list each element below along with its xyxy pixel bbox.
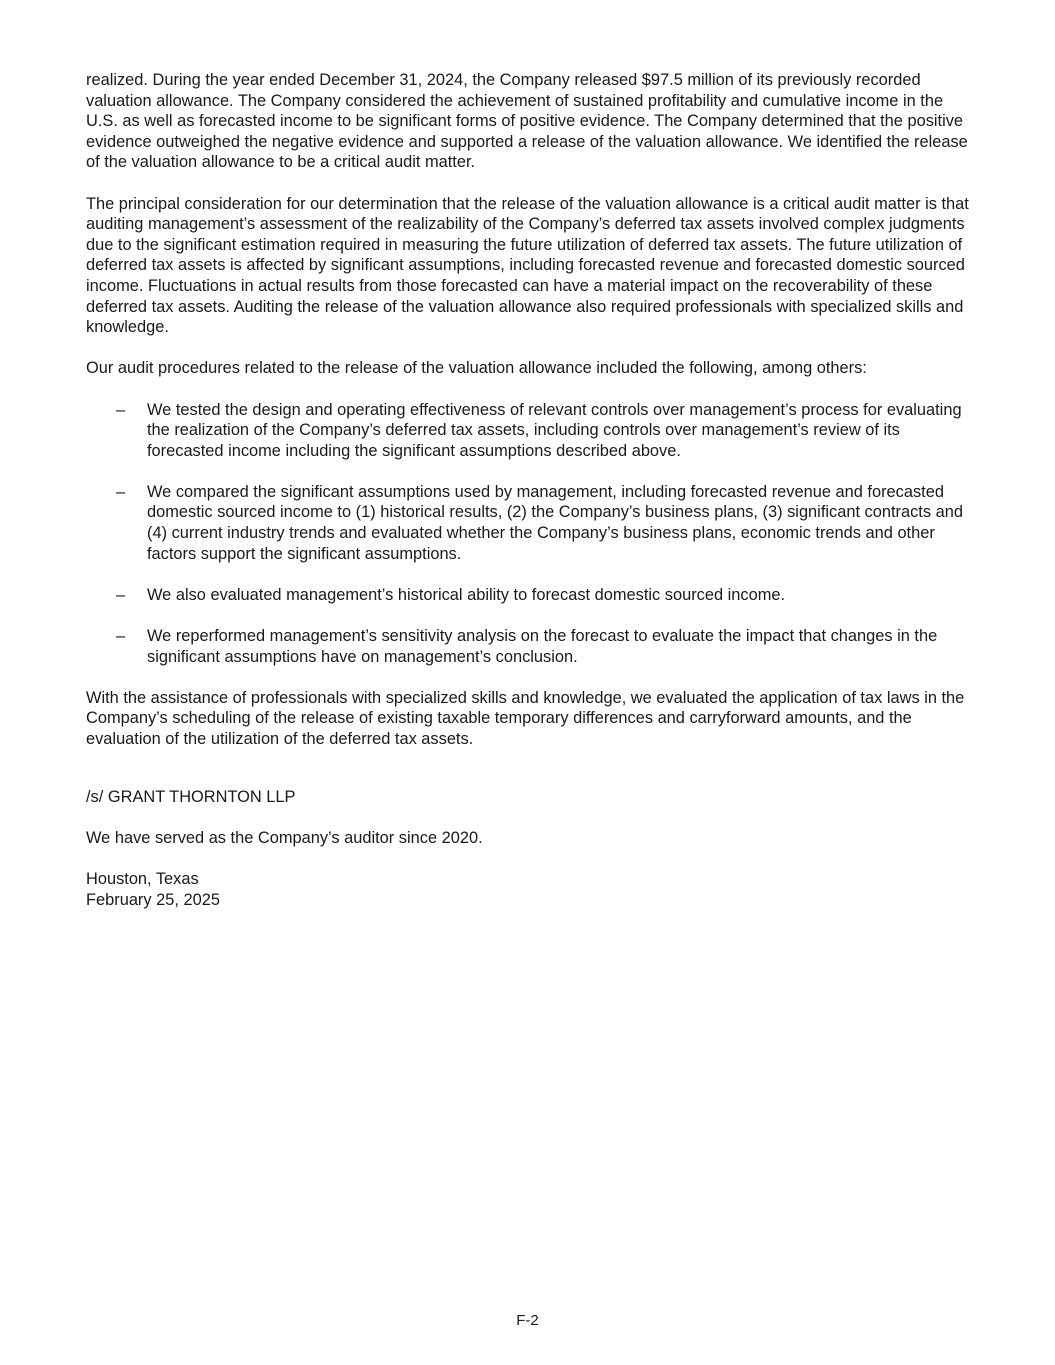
- page-number: F-2: [516, 1312, 539, 1329]
- list-item-text: We tested the design and operating effectiveness of relevant controls over management’s process for evaluating the realization of the Company’s deferred tax assets, including controls over management’s review of its forecasted income including the significant assumptions described above.: [147, 400, 962, 460]
- list-item-text: We reperformed management’s sensitivity analysis on the forecast to evaluate the impact that changes in the significant assumptions have on management’s conclusion.: [147, 627, 938, 666]
- list-item: [86, 585, 970, 606]
- paragraph-audit-procedures-intro: Our audit procedures related to the release of the valuation allowance included the following, among others:: [86, 359, 867, 378]
- list-item: [86, 626, 970, 667]
- report-location: Houston, Texas: [86, 869, 199, 888]
- paragraph-tax-law-evaluation: With the assistance of professionals with specialized skills and knowledge, we evaluated the application of tax laws in the Company’s scheduling of the release of existing taxable temporary differences and carryforward amounts, and the evaluation of the utilization of the deferred tax assets.: [86, 688, 965, 748]
- document-body: [86, 70, 970, 910]
- location-date-block: [86, 869, 970, 910]
- paragraph-valuation-allowance-release: realized. During the year ended December 31, 2024, the Company released $97.5 million of its previously recorded valuation allowance. The Company considered the achievement of sustained profitability and cumulative income in the U.S. as well as forecasted income to be significant forms of positive evidence. The Company determined that the positive evidence outweighed the negative evidence and supported a release of the valuation allowance. We identified the release of the valuation allowance to be a critical audit matter.: [86, 71, 968, 172]
- list-item-text: We also evaluated management’s historical ability to forecast domestic sourced income.: [147, 585, 786, 604]
- list-item-text: We compared the significant assumptions used by management, including forecasted revenue and forecasted domestic sourced income to (1) historical results, (2) the Company’s business plans, (3) significant contracts and (4) current industry trends and evaluated whether the Company’s business plans, economic trends and other factors support the significant assumptions.: [147, 482, 963, 563]
- report-date: February 25, 2025: [86, 890, 220, 909]
- auditor-since-statement: We have served as the Company’s auditor since 2020.: [86, 828, 483, 847]
- dash-bullet-icon: –: [116, 400, 126, 419]
- dash-bullet-icon: –: [116, 585, 126, 604]
- paragraph-principal-consideration: The principal consideration for our determination that the release of the valuation allowance is a critical audit matter is that auditing management’s assessment of the realizability of the Company’s deferred tax assets involved complex judgments due to the significant estimation required in measuring the future utilization of deferred tax assets. The future utilization of deferred tax assets is affected by significant assumptions, including forecasted revenue and forecasted domestic sourced income. Fluctuations in actual results from those forecasted can have a material impact on the recoverability of these deferred tax assets. Auditing the release of the valuation allowance also required professionals with specialized skills and knowledge.: [86, 194, 969, 337]
- auditor-signature: /s/ GRANT THORNTON LLP: [86, 787, 296, 806]
- dash-bullet-icon: –: [116, 627, 126, 646]
- list-item: [86, 400, 970, 462]
- list-item: [86, 482, 970, 564]
- audit-procedures-list: [86, 400, 970, 668]
- dash-bullet-icon: –: [116, 482, 126, 501]
